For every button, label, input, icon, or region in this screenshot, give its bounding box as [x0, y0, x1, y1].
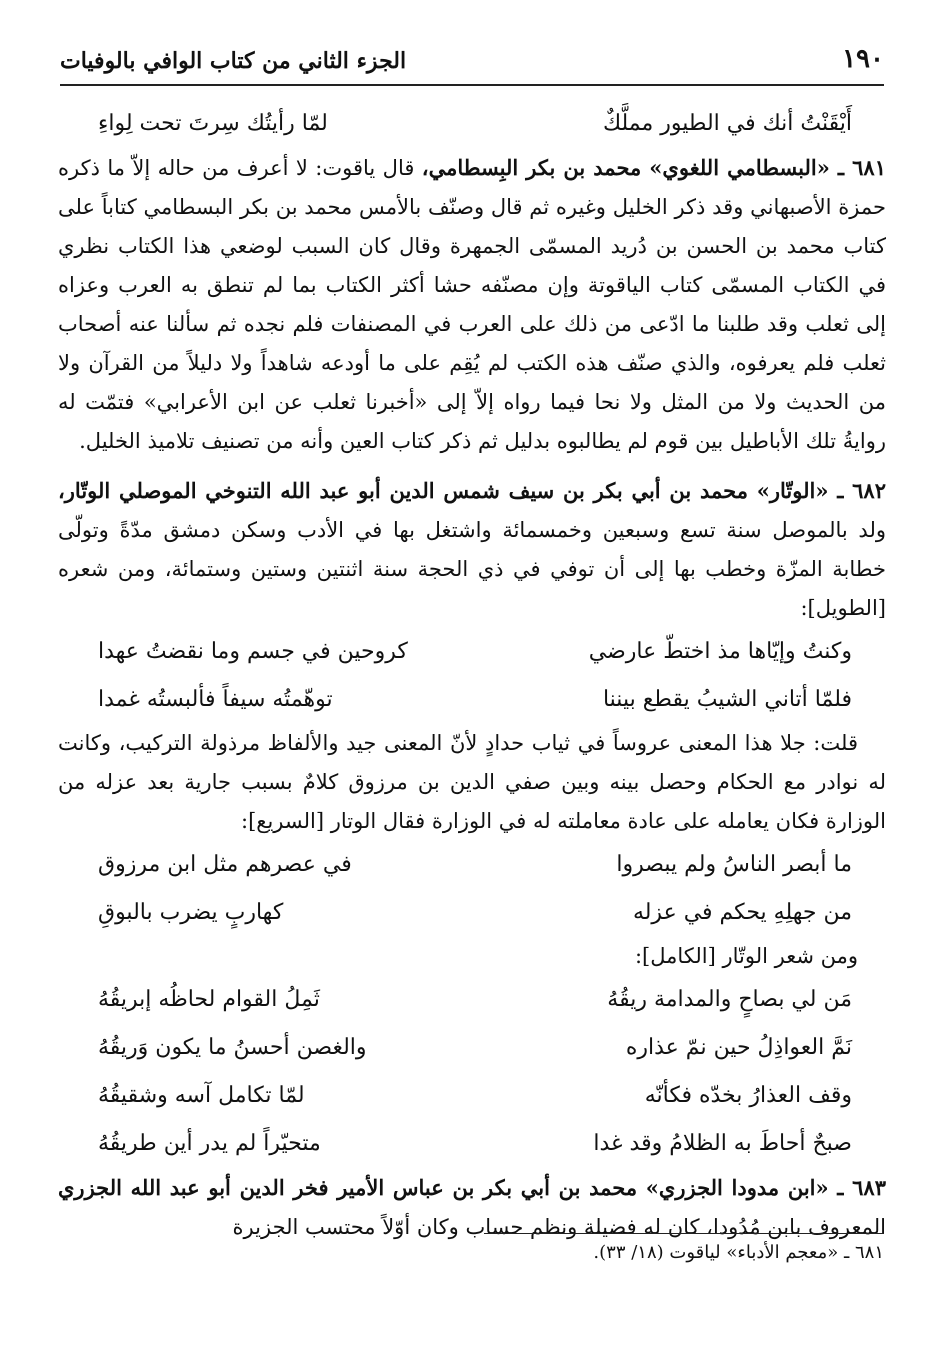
author-note: قلت: جلا هذا المعنى عروساً في ثياب حدادٍ لأنّ المعنى جيد والألفاظ مرذولة التركيب، وكانت له نوادر مع الحكام وحصل بينه وبين صفي الدين بن مرزوق كلامٌ بسبب جارية بعد عزله من الوزارة فكان يعامله على عادة معاملته له في الوزارة فقال الوتار [السريع]:: [58, 731, 886, 833]
verse-first-hemistich: من جهلِهِ يحكم في عزله: [632, 900, 852, 925]
verse-second-hemistich: كروحين في جسم وما نقضتُ عهدا: [98, 639, 408, 664]
verse-second-hemistich: ثَمِلُ القوام لحاظُه إبريقُهُ: [98, 987, 320, 1012]
verse-first-hemistich: نَمَّ العواذِلُ حين نمّ عذاره: [625, 1035, 852, 1060]
entry-683: [58, 1168, 886, 1247]
poem-verse: [58, 100, 886, 148]
verse-first-hemistich: فلمّا أتاني الشيبُ يقطع بيننا: [602, 687, 852, 712]
entry-681-heading: ٦٨١ ـ «البسطامي اللغوي» محمد بن بكر البِسطامي،: [421, 155, 886, 180]
poem-verse: [58, 841, 886, 889]
poem-verse: [58, 889, 886, 937]
footnote-divider: [484, 1233, 884, 1234]
poem-verse: [58, 1024, 886, 1072]
verse-first-hemistich: وكنتُ وإيّاها مذ اختطّ عارضي: [588, 639, 852, 664]
poem-verse: [58, 676, 886, 724]
footnote: ٦٨١ ـ «معجم الأدباء» لياقوت (١٨/ ٣٣).: [593, 1242, 884, 1263]
entry-683-heading: ٦٨٣ ـ «ابن مدودا الجزري» محمد بن أبي بكر بن عباس الأمير فخر الدين أبو عبد الله الجزري: [58, 1175, 886, 1200]
verse-second-hemistich: لمّا رأيتُك سِرتَ تحت لِواءِ: [98, 111, 328, 136]
poem-verse: [58, 1120, 886, 1168]
poem-intro: ومن شعر الوتّار [الكامل]:: [634, 944, 858, 968]
verse-first-hemistich: وقف العذارُ بخدّه فكأنّه: [644, 1083, 852, 1108]
verse-second-hemistich: لمّا تكامل آسه وشقيقُهُ: [98, 1083, 305, 1108]
running-title: الجزء الثاني من كتاب الوافي بالوفيات: [60, 48, 407, 74]
verse-second-hemistich: في عصرهم مثل ابن مرزوق: [98, 852, 352, 877]
verse-first-hemistich: أَيْقَنْتُ أنك في الطيور مملَّكٌ: [602, 111, 852, 136]
verse-first-hemistich: ما أبصر الناسُ ولم يبصروا: [616, 852, 852, 877]
page-number: ١٩٠: [842, 44, 884, 74]
poem-verse: [58, 1072, 886, 1120]
verse-first-hemistich: صبحٌ أحاطَ به الظلامُ وقد غدا: [593, 1131, 852, 1156]
entry-683-text: المعروف بابن مُدُودا، كان له فضيلة ونظم حساب وكان أوّلاً محتسب الجزيرة: [232, 1215, 886, 1239]
verse-second-hemistich: توهّمتُه سيفاً فألبستُه غمدا: [98, 687, 333, 712]
verse-second-hemistich: والغصن أحسنُ ما يكون وَريقُهُ: [98, 1035, 367, 1060]
poem-verse: [58, 628, 886, 676]
verse-first-hemistich: مَن لي بصاحٍ والمدامة ريقُهُ: [607, 987, 852, 1012]
entry-682-text: ولد بالموصل سنة تسع وسبعين وخمسمائة واشتغل بها في الأدب وسكن دمشق مدّةً وتولّى خطابة المزّة وخطب بها إلى أن توفي في ذي الحجة سنة اثنتين وستين وستمائة، ومن شعره [الطويل]:: [58, 518, 886, 620]
verse-second-hemistich: متحيّراً لم يدر أين طريقُهُ: [98, 1131, 321, 1156]
entry-681: [58, 148, 886, 461]
page-header: [60, 40, 884, 86]
verse-second-hemistich: كهاربٍ يضرب بالبوقِ: [98, 900, 284, 925]
entry-681-text: قال ياقوت: لا أعرف من حاله إلاّ ما ذكره حمزة الأصبهاني وقد ذكر الخليل وغيره ثم قال وصنّف بالأمس محمد بن بكر البسطامي كتاباً على كتاب محمد بن الحسن بن دُريد المسمّى الجمهرة وقال كان السبب لوضعي هذا الكتاب نظري في الكتاب المسمّى كتاب الياقوتة وإن مصنّفه حشا أكثر الكتاب بما لم تنطق به العرب وعزاه إلى ثعلب وقد طلبنا ما ادّعى من ذلك على العرب في المصنفات فلم نجده ثم سألنا عنه أصحاب ثعلب فلم يعرفوه، والذي صنّف هذه الكتب لم يُقِم على ما أودعه شاهداً ولا دليلاً من القرآن ولا من الحديث ولا من المثل ولا نحا فيما رواه إلاّ إلى «أخبرنا ثعلب عن ابن الأعرابي» فتمّت له روايةُ تلك الأباطيل بين قوم لم يطالبوه بدليل ثم ذكر كتاب العين وأنه من تصنيف تلاميذ الخليل.: [58, 156, 886, 453]
page-body: [58, 100, 886, 1247]
entry-682: [58, 471, 886, 628]
poem-verse: [58, 976, 886, 1024]
entry-682-heading: ٦٨٢ ـ «الوتّار» محمد بن أبي بكر بن سيف شمس الدين أبو عبد الله التنوخي الموصلي الوتّار،: [58, 478, 886, 503]
